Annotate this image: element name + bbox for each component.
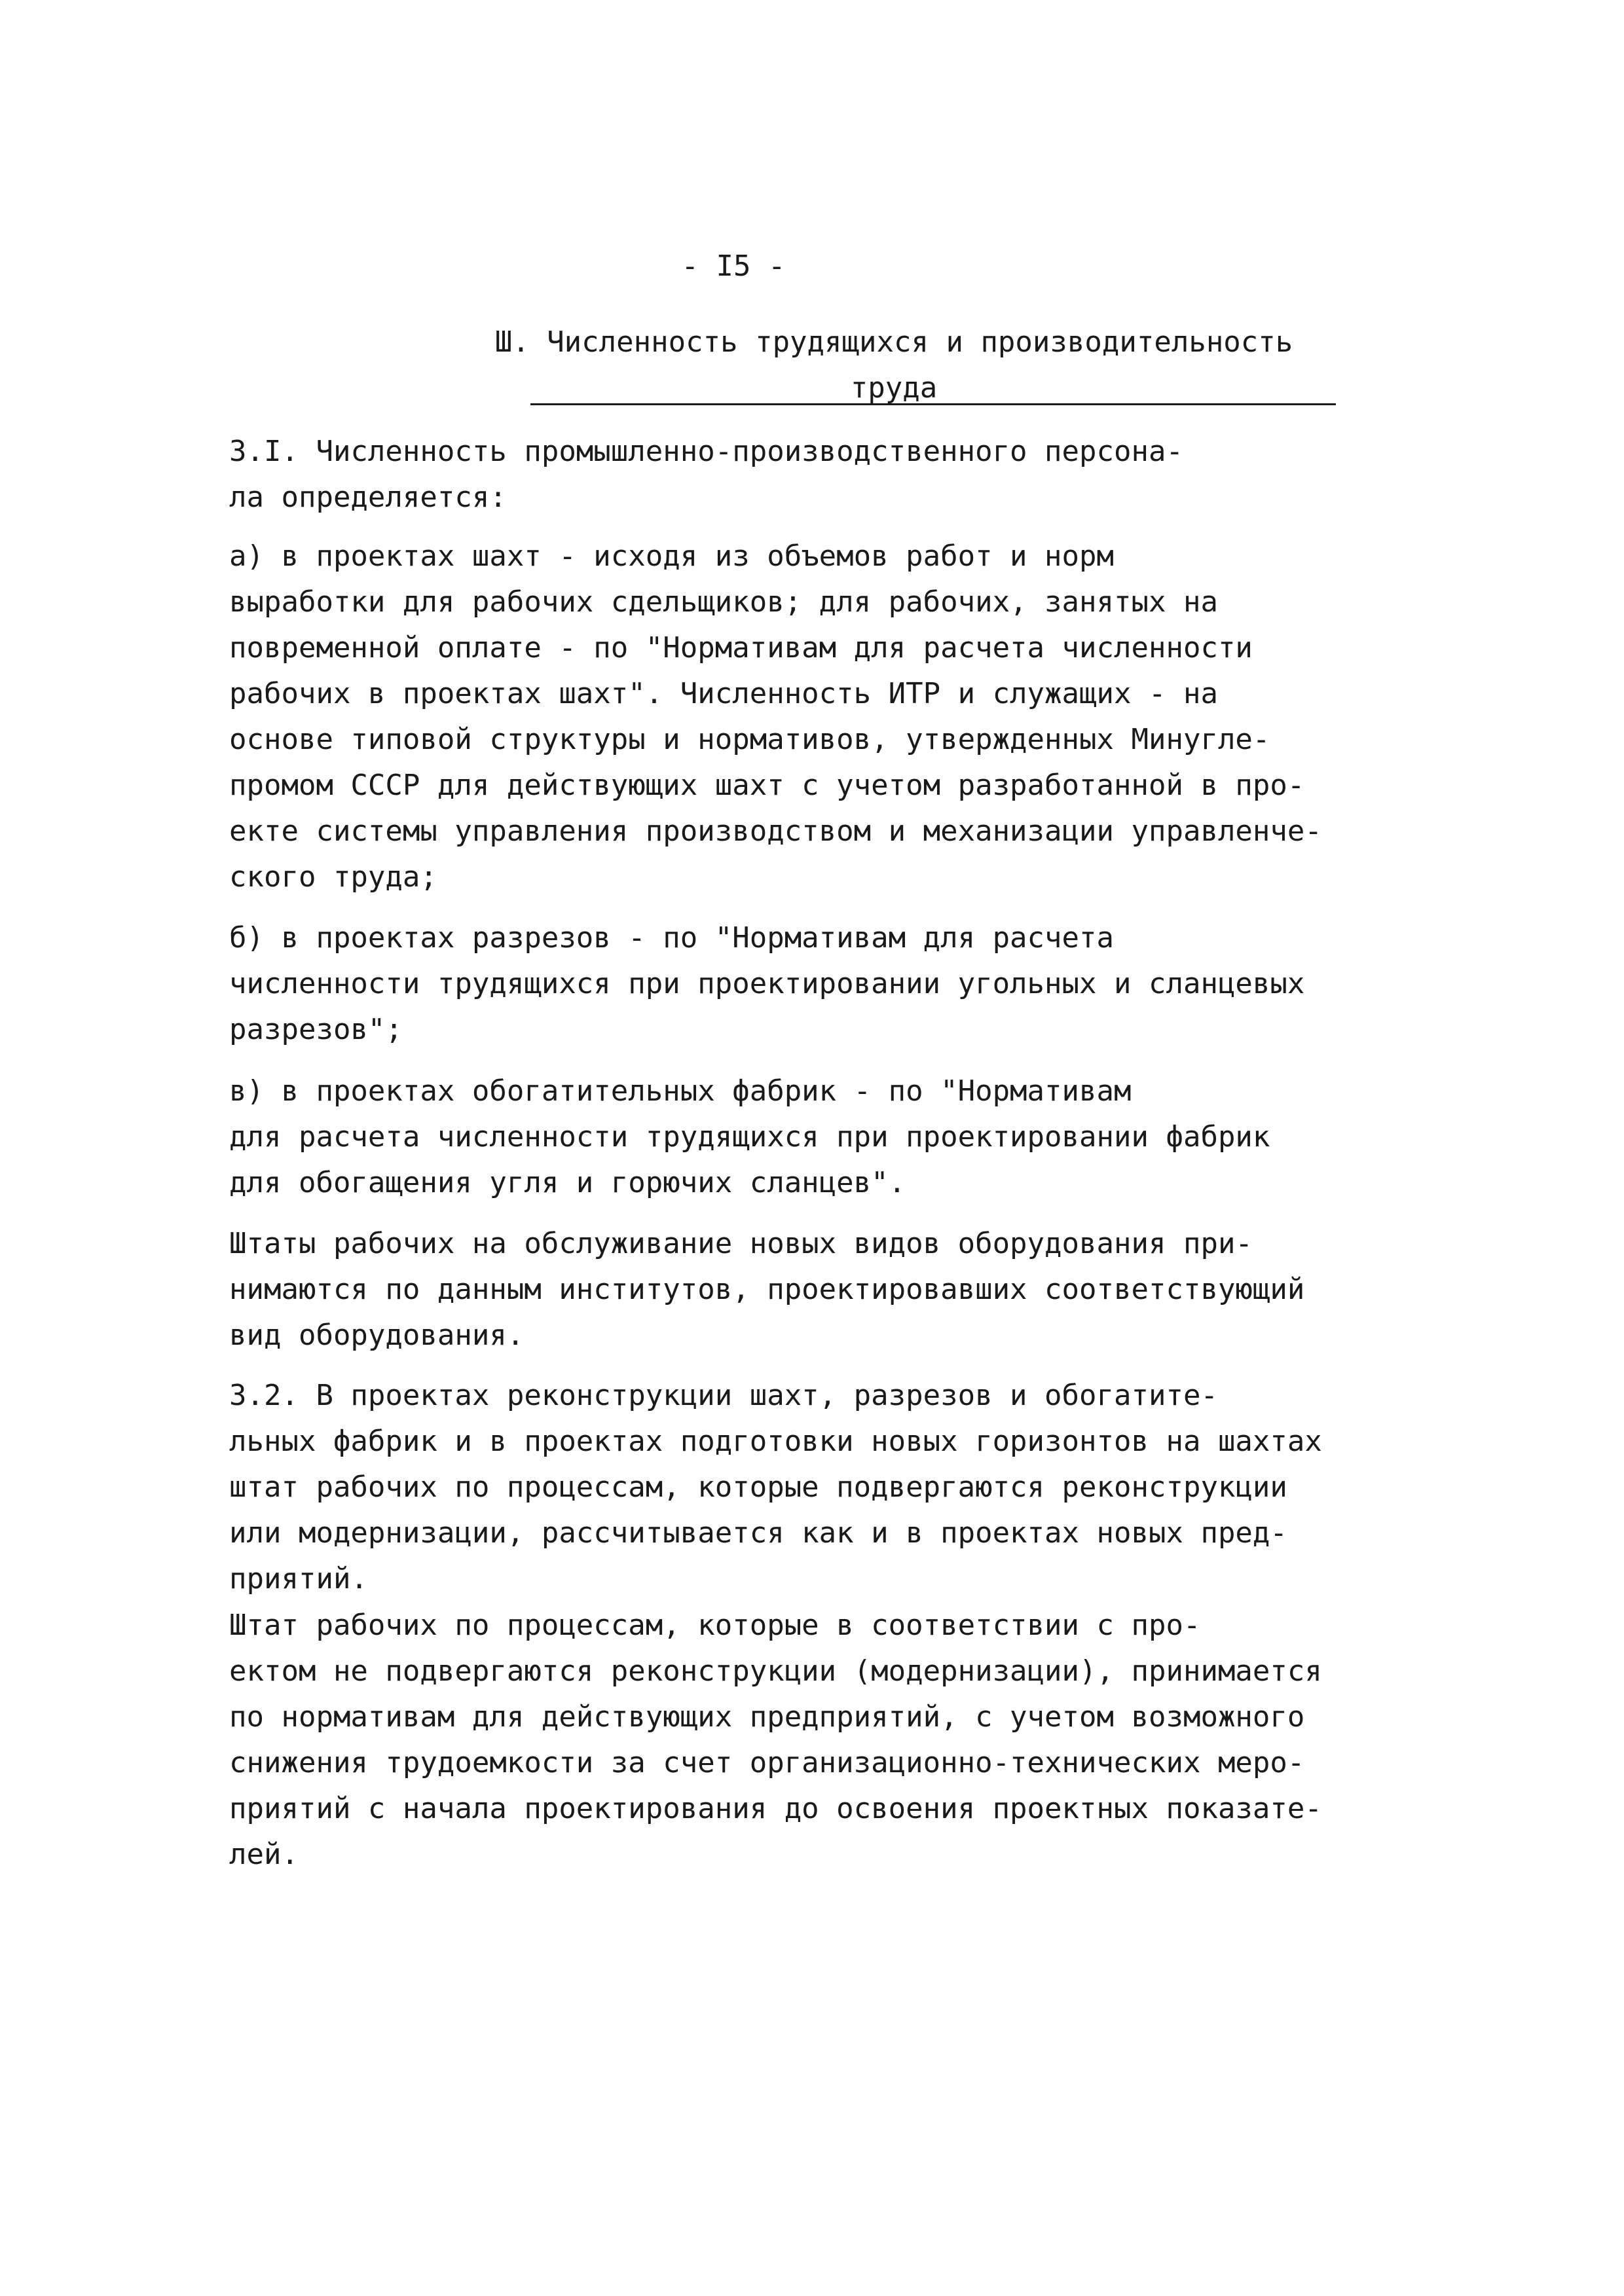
page-number: - I5 - (681, 249, 786, 283)
paragraph-item-a: а) в проектах шахт - исходя из объемов работ и норм выработки для рабочих сдельщиков; для рабочих, занятых на повременной оплате - по "Нормативам для расчета численности рабочих в проектах шахт". Численность ИТР и служащих - на основе типовой структуры и нормативов, утвержденных Минугле- промом СССР для действующих шахт с учетом разработанной в про- екте системы управления производством и механизации управленче- ского труда; (229, 539, 1322, 894)
section-title (452, 319, 1336, 405)
paragraph-item-v: в) в проектах обогатительных фабрик - по "Нормативам для расчета численности трудящихся при проектировании фабрик для обогащения угля и горючих сланцев". (229, 1074, 1270, 1199)
paragraph-3-1: 3.I. Численность промышленно-производственного персона- ла определяется: (229, 435, 1183, 514)
section-title-line-1: Ш. Численность трудящихся и производительность (494, 325, 1293, 359)
paragraph-item-b: б) в проектах разрезов - по "Нормативам для расчета численности трудящихся при проектировании угольных и сланцевых разрезов"; (229, 921, 1305, 1046)
paragraph-final: Штат рабочих по процессам, которые в соответствии с про- ектом не подвергаются реконструкции (модернизации), принимается по нормативам для действующих предприятий, с учетом возможного снижения трудоемкости за счет организационно-технических меро- приятий с начала проектирования до освоения проектных показате- лей. (229, 1609, 1322, 1871)
section-title-line-2: труда (850, 371, 938, 405)
paragraph-staff: Штаты рабочих на обслуживание новых видов оборудования при- нимаются по данным институтов, проектировавших соответствующий вид оборудования. (229, 1227, 1305, 1352)
paragraph-3-2: 3.2. В проектах реконструкции шахт, разрезов и обогатите- льных фабрик и в проектах подготовки новых горизонтов на шахтах штат рабочих по процессам, которые подвергаются реконструкции или модернизации, рассчитывается как и в проектах новых пред- приятий. (229, 1379, 1322, 1595)
